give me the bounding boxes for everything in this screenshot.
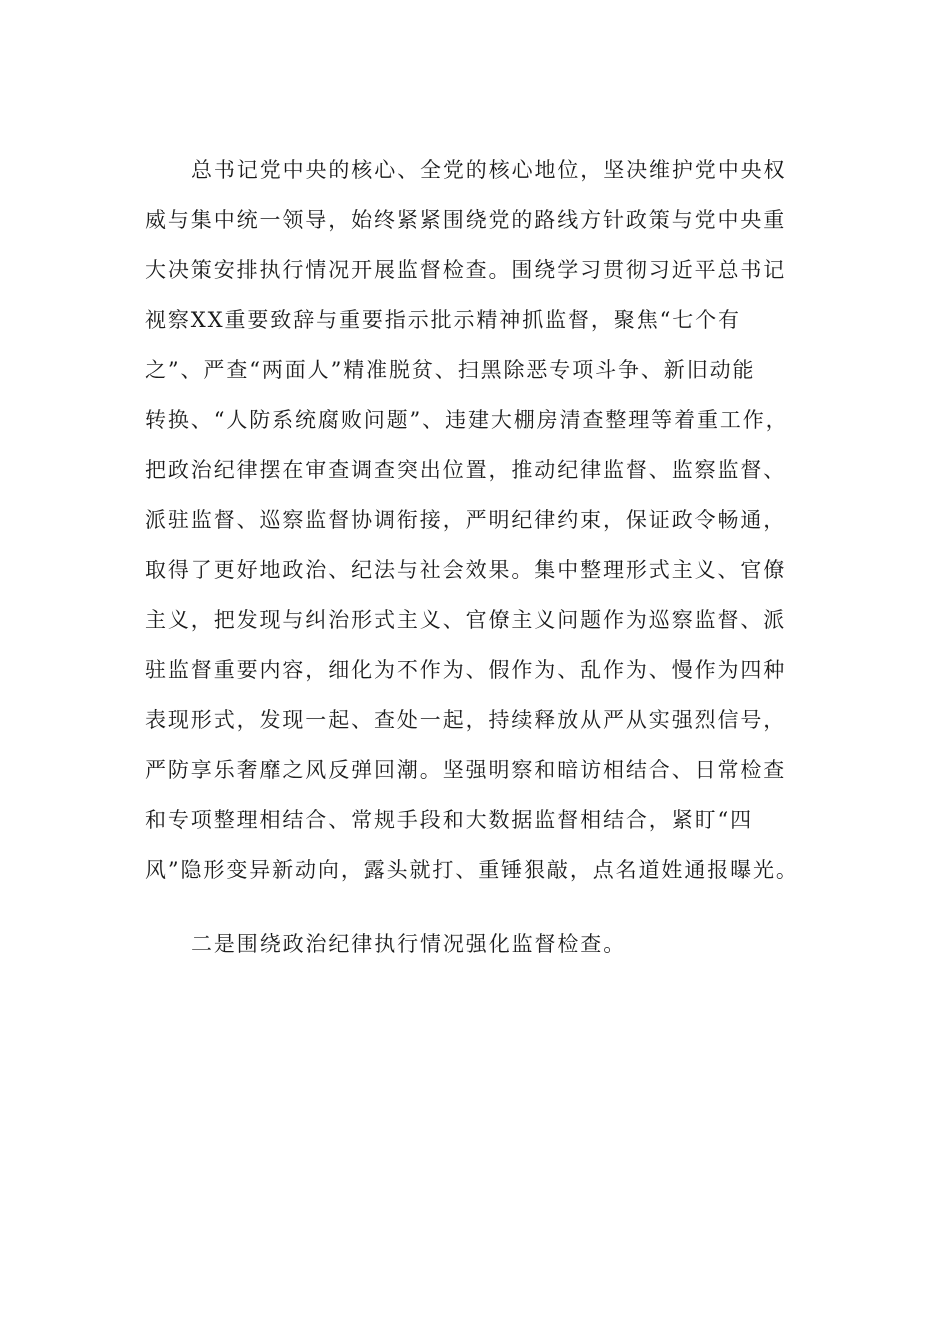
paragraph-line: 总书记党中央的核心、全党的核心地位，坚决维护党中央权: [191, 158, 787, 182]
paragraph-line: 和专项整理相结合、常规手段和大数据监督相结合，紧盯“四: [145, 808, 754, 832]
paragraph-line: 大决策安排执行情况开展监督检查。围绕学习贯彻习近平总书记: [145, 258, 787, 282]
paragraph-line: 主义，把发现与纠治形式主义、官僚主义问题作为巡察监督、派: [145, 608, 787, 632]
paragraph-line: 驻监督重要内容，细化为不作为、假作为、乱作为、慢作为四种: [145, 658, 787, 682]
body-paragraph-2: [145, 919, 835, 969]
paragraph-line: 把政治纪律摆在审查调查突出位置，推动纪律监督、监察监督、: [145, 458, 787, 482]
paragraph-line: 视察XX重要致辞与重要指示批示精神抓监督，聚焦“七个有: [145, 308, 741, 332]
paragraph-line: 风”隐形变异新动向，露头就打、重锤狠敲，点名道姓通报曝光。: [145, 858, 799, 882]
paragraph-line: 严防享乐奢靡之风反弹回潮。坚强明察和暗访相结合、日常检查: [145, 758, 787, 782]
paragraph-line: 派驻监督、巡察监督协调衔接，严明纪律约束，保证政令畅通，: [145, 508, 787, 532]
paragraph-line: 转换、“人防系统腐败问题”、违建大棚房清查整理等着重工作，: [145, 408, 789, 432]
paragraph-line: 二是围绕政治纪律执行情况强化监督检查。: [191, 932, 627, 956]
paragraph-line: 之”、严查“两面人”精准脱贫、扫黑除恶专项斗争、新旧动能: [145, 358, 756, 382]
paragraph-line: 表现形式，发现一起、查处一起，持续释放从严从实强烈信号，: [145, 708, 787, 732]
paragraph-line: 取得了更好地政治、纪法与社会效果。集中整理形式主义、官僚: [145, 558, 787, 582]
paragraph-line: 威与集中统一领导，始终紧紧围绕党的路线方针政策与党中央重: [145, 208, 787, 232]
body-paragraph-1: [145, 145, 835, 895]
